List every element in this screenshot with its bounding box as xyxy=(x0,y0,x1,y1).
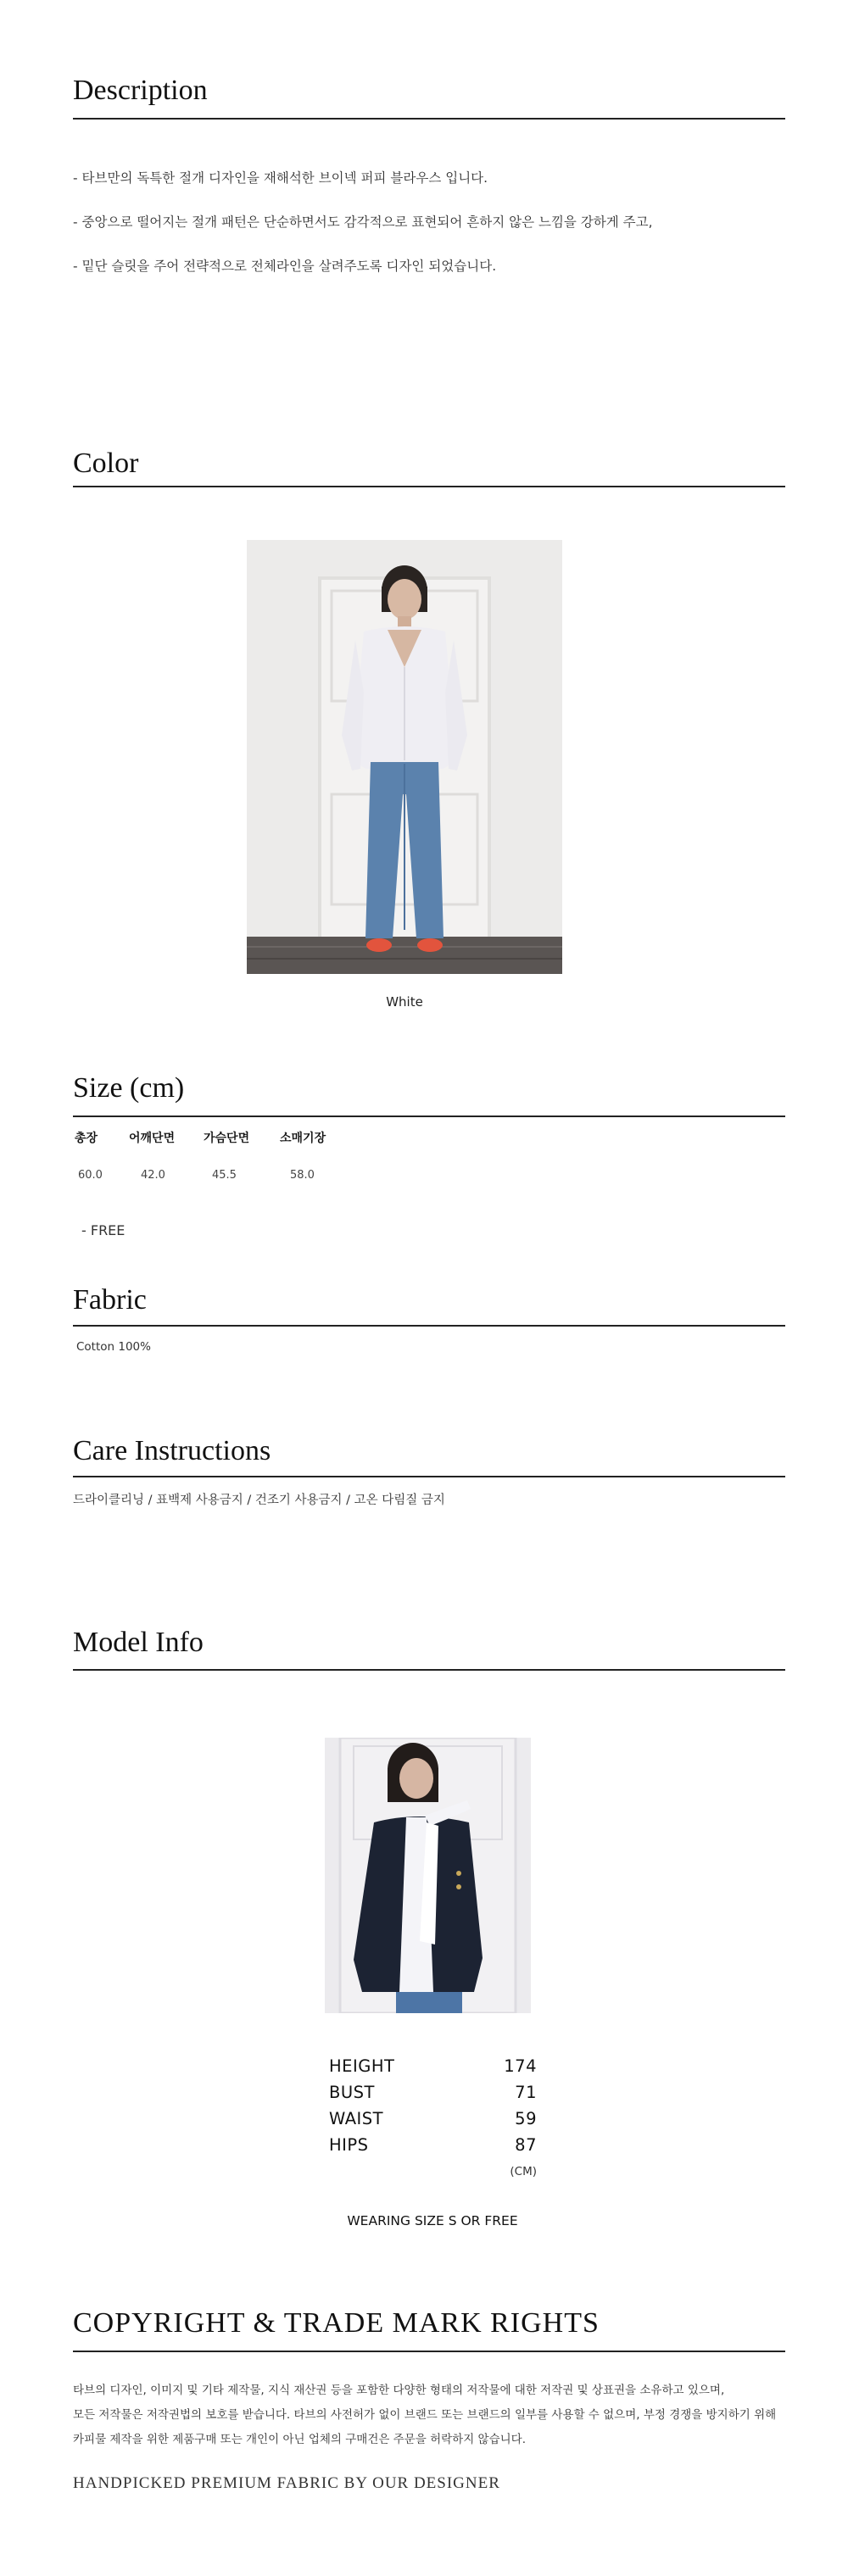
size-value-shoulder: 42.0 xyxy=(141,1168,165,1182)
copyright-line-2: 모든 저작물은 저작권법의 보호를 받습니다. 타브의 사전허가 없이 브랜드 또는 브랜드의 일부를 사용할 수 없으며, 부정 경쟁을 방지하기 위해 xyxy=(73,2408,777,2422)
model-divider xyxy=(73,1669,785,1671)
size-divider xyxy=(73,1116,785,1117)
fabric-text: Cotton 100% xyxy=(76,1340,151,1354)
model-wearing-size: WEARING SIZE S OR FREE xyxy=(347,2213,518,2228)
size-header-sleeve: 소매기장 xyxy=(280,1132,326,1145)
model-measure-height-value: 174 xyxy=(504,2056,537,2076)
size-value-sleeve: 58.0 xyxy=(290,1168,315,1182)
copyright-line-3: 카피물 제작을 위한 제품구매 또는 개인이 아닌 업체의 구매건은 주문을 허락하지 않습니다. xyxy=(73,2433,527,2446)
model-measure-bust-value: 71 xyxy=(515,2083,537,2102)
fabric-divider xyxy=(73,1325,785,1327)
size-header-chest: 가슴단면 xyxy=(204,1132,250,1145)
copyright-divider xyxy=(73,2351,785,2352)
model-measure-waist-value: 59 xyxy=(515,2109,537,2128)
size-note: - FREE xyxy=(81,1222,126,1238)
model-measure-waist-label: WAIST xyxy=(329,2109,384,2128)
size-header-length: 총장 xyxy=(75,1132,98,1145)
size-table-header-row xyxy=(75,1128,356,1147)
model-measure-hips-value: 87 xyxy=(515,2135,537,2155)
description-line-2: - 중앙으로 떨어지는 절개 패턴은 단순하면서도 감각적으로 표현되어 흔하지 않은 느낌을 강하게 주고, xyxy=(73,214,653,230)
care-divider xyxy=(73,1476,785,1477)
care-heading: Care Instructions xyxy=(73,1435,271,1466)
copyright-tagline: HANDPICKED PREMIUM FABRIC BY OUR DESIGNER xyxy=(73,2474,500,2492)
product-photo-white xyxy=(247,540,562,974)
size-table xyxy=(75,1128,356,1184)
model-measure-height-label: HEIGHT xyxy=(329,2056,395,2076)
description-heading: Description xyxy=(73,75,208,106)
color-heading: Color xyxy=(73,448,139,479)
size-header-shoulder: 어깨단면 xyxy=(129,1132,176,1145)
description-divider xyxy=(73,118,785,120)
copyright-heading: COPYRIGHT & TRADE MARK RIGHTS xyxy=(73,2307,600,2339)
size-table-value-row xyxy=(75,1166,356,1184)
care-text: 드라이클리닝 / 표백제 사용금지 / 건조기 사용금지 / 고온 다림질 금지 xyxy=(73,1494,445,1507)
model-unit: (CM) xyxy=(510,2165,537,2178)
model-heading: Model Info xyxy=(73,1627,204,1658)
product-photo-illustration xyxy=(247,540,562,974)
model-measure-bust-label: BUST xyxy=(329,2083,375,2102)
size-value-length: 60.0 xyxy=(78,1168,103,1182)
model-photo-illustration xyxy=(325,1738,531,2013)
color-caption: White xyxy=(386,994,423,1010)
model-photo xyxy=(325,1738,531,2013)
size-heading: Size (cm) xyxy=(73,1072,185,1104)
color-divider xyxy=(73,486,785,487)
description-line-3: - 밑단 슬릿을 주어 전략적으로 전체라인을 살려주도록 디자인 되었습니다. xyxy=(73,259,497,274)
size-value-chest: 45.5 xyxy=(212,1168,237,1182)
model-measure-hips-label: HIPS xyxy=(329,2135,369,2155)
copyright-line-1: 타브의 디자인, 이미지 및 기타 제작물, 지식 재산권 등을 포함한 다양한 형태의 저작물에 대한 저작권 및 상표권을 소유하고 있으며, xyxy=(73,2384,725,2397)
fabric-heading: Fabric xyxy=(73,1284,147,1316)
description-line-1: - 타브만의 독특한 절개 디자인을 재해석한 브이넥 퍼피 블라우스 입니다. xyxy=(73,170,488,186)
